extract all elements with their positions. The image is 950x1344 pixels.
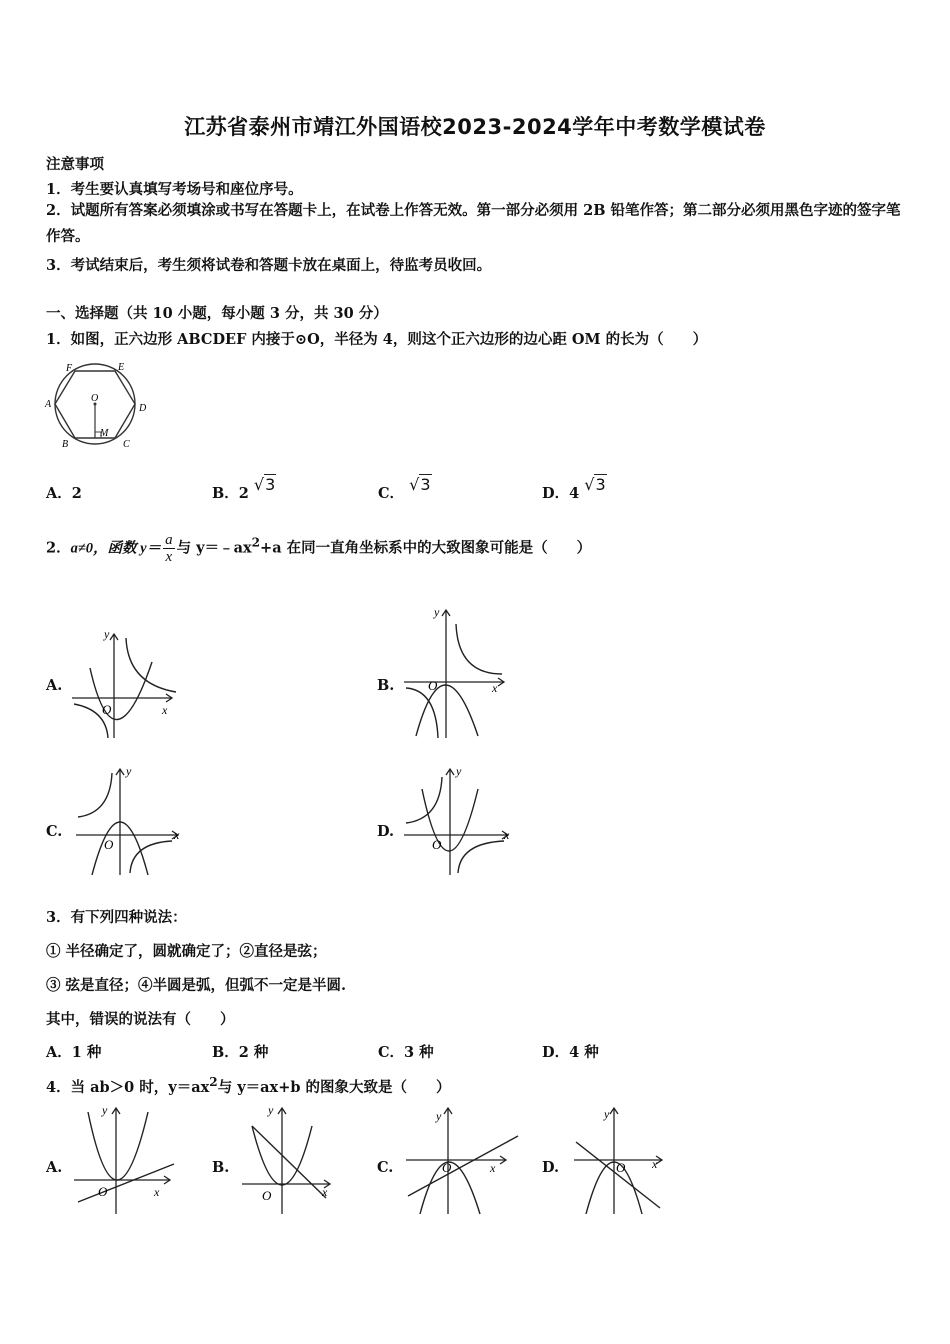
svg-text:y: y — [104, 627, 110, 641]
q3-text: 3．有下列四种说法： — [46, 909, 187, 926]
svg-text:O: O — [102, 702, 112, 717]
q2-option-a[interactable]: A. — [46, 677, 63, 694]
q1-option-a[interactable]: A．2 — [46, 485, 82, 502]
svg-text:x: x — [492, 681, 498, 695]
svg-text:O: O — [432, 837, 442, 852]
q1-option-b[interactable]: B．2 √3 — [212, 475, 276, 502]
hexagon-in-circle-figure — [44, 361, 154, 451]
notice-heading: 注意事项 — [46, 156, 104, 173]
svg-text:O: O — [262, 1188, 272, 1203]
q3-question: 其中，错误的说法有（ ） — [46, 1011, 235, 1028]
q4-graph-a — [70, 1102, 180, 1218]
svg-text:O: O — [104, 837, 114, 852]
label-f: F — [66, 363, 73, 374]
svg-text:x: x — [490, 1161, 496, 1175]
svg-text:y: y — [434, 605, 440, 619]
q3-option-a[interactable]: A．1 种 — [46, 1044, 102, 1061]
svg-text:y: y — [126, 764, 132, 778]
q1-option-c[interactable]: C． √3 — [378, 475, 431, 502]
q3-option-d[interactable]: D．4 种 — [542, 1044, 599, 1061]
svg-text:O: O — [616, 1160, 626, 1175]
svg-text:O: O — [98, 1184, 108, 1199]
fraction: $\frac{a}{x}$ — [165, 532, 173, 565]
q1-text: 1．如图，正六边形 ABCDEF 内接于⊙O，半径为 4，则这个正六边形的边心距 OM 的长为（ ） — [46, 331, 708, 348]
svg-text:O: O — [428, 678, 438, 693]
q2-graph-c — [72, 763, 188, 877]
section-heading: 一、选择题（共 10 小题，每小题 3 分，共 30 分） — [46, 305, 388, 322]
q2-option-b[interactable]: B. — [377, 677, 395, 694]
svg-text:y: y — [604, 1107, 610, 1121]
q3-option-c[interactable]: C．3 种 — [378, 1044, 434, 1061]
svg-text:y: y — [102, 1103, 108, 1117]
svg-text:y: y — [456, 764, 462, 778]
svg-text:x: x — [162, 703, 168, 717]
notice-item-2: 2．试题所有答案必须填涂或书写在答题卡上，在试卷上作答无效。第一部分必须用 2B 铅笔作答；第二部分必须用黑色字迹的签字笔作答。 — [46, 202, 901, 245]
sqrt-symbol: √3 — [409, 475, 431, 494]
q4-graph-b — [238, 1102, 338, 1218]
label-b: B — [62, 439, 69, 450]
label-c: C — [123, 439, 130, 450]
svg-text:x: x — [504, 828, 510, 842]
q4-graph-d — [570, 1102, 670, 1218]
svg-text:y: y — [268, 1103, 274, 1117]
svg-text:x: x — [652, 1157, 658, 1171]
q4-graph-c — [402, 1102, 522, 1218]
q4-option-c[interactable]: C. — [377, 1159, 394, 1176]
page-title: 江苏省泰州市靖江外国语校2023-2024学年中考数学模试卷 — [184, 115, 766, 139]
q4-option-b[interactable]: B. — [212, 1159, 230, 1176]
q3-statement-1: ① 半径确定了，圆就确定了；②直径是弦； — [46, 943, 327, 960]
svg-text:y: y — [436, 1109, 442, 1123]
q2-graph-d — [400, 763, 518, 877]
q4-option-a[interactable]: A. — [46, 1159, 63, 1176]
q4-text: 4．当 ab＞0 时，$y=ax^2$与 y＝ax+b 的图象大致是（ ） — [46, 1075, 451, 1096]
sqrt-symbol: √3 — [584, 475, 606, 494]
svg-text:O: O — [442, 1160, 452, 1175]
svg-text:x: x — [322, 1185, 328, 1199]
q2-option-c[interactable]: C. — [46, 823, 63, 840]
label-m: M — [100, 428, 109, 439]
svg-text:x: x — [154, 1185, 160, 1199]
sqrt-symbol: √3 — [253, 475, 276, 494]
q2-graph-b — [400, 600, 512, 742]
svg-text:x: x — [174, 828, 180, 842]
q2-text: 2．a≠0，函数 y＝ $\frac{a}{x}$ 与 $y=﹣ax^2+a$ 在同一直角坐标系中的大致图象可能是（ ） — [46, 532, 592, 565]
q4-option-d[interactable]: D. — [542, 1159, 560, 1176]
q1-option-d[interactable]: D．4 √3 — [542, 475, 606, 502]
label-d: D — [139, 403, 147, 414]
notice-item-1: 1．考生要认真填写考场号和座位序号。 — [46, 181, 303, 198]
notice-item-3: 3．考试结束后，考生须将试卷和答题卡放在桌面上，待监考员收回。 — [46, 257, 492, 274]
q2-graph-a — [68, 626, 180, 742]
q3-statement-2: ③ 弦是直径；④半圆是弧，但弧不一定是半圆. — [46, 977, 347, 994]
label-a: A — [45, 399, 52, 410]
q3-option-b[interactable]: B．2 种 — [212, 1044, 269, 1061]
label-o: O — [91, 393, 99, 404]
q2-option-d[interactable]: D. — [377, 823, 395, 840]
label-e: E — [118, 362, 125, 373]
